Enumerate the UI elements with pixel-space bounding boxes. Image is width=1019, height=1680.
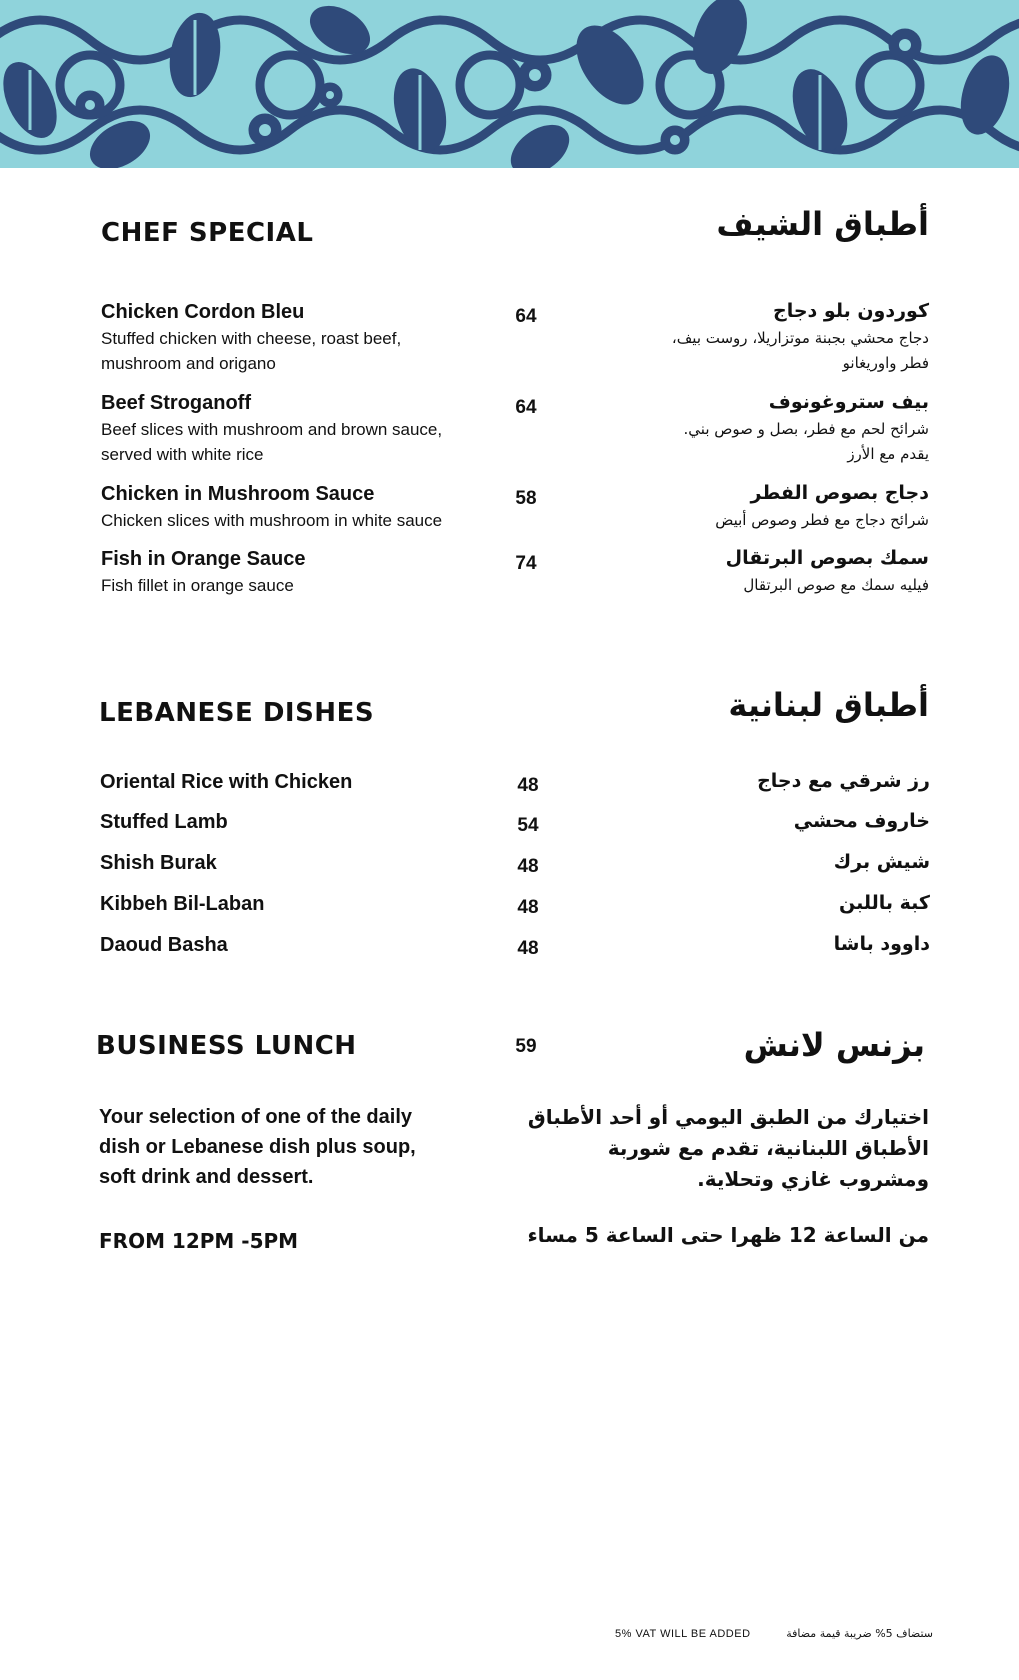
business-lunch-hours: FROM 12PM -5PM bbox=[99, 1229, 299, 1253]
menu-item-price: 64 bbox=[515, 306, 537, 327]
menu-item-name-ar: بيف ستروغونوف bbox=[768, 391, 929, 413]
menu-item-price: 64 bbox=[515, 397, 537, 418]
menu-item-name: Oriental Rice with Chicken bbox=[100, 771, 353, 793]
description-line: يقدم مع الأرز bbox=[847, 445, 929, 463]
description-line: soft drink and dessert. bbox=[99, 1166, 314, 1188]
description-line: Your selection of one of the daily bbox=[99, 1106, 412, 1128]
business-lunch-hours-ar: من الساعة 12 ظهرا حتى الساعة 5 مساء bbox=[527, 1223, 929, 1247]
menu-item-name-ar: خاروف محشي bbox=[793, 810, 930, 832]
menu-item-price: 48 bbox=[517, 775, 539, 796]
menu-item-description: Chicken slices with mushroom in white sauce bbox=[101, 511, 443, 530]
vat-notice-ar: ستضاف 5% ضريبة قيمة مضافة bbox=[786, 1627, 933, 1640]
menu-item-price: 54 bbox=[517, 815, 539, 836]
decorative-pattern-banner bbox=[0, 0, 1019, 168]
menu-item-name-ar: كوردون بلو دجاج bbox=[773, 300, 929, 322]
menu-item-price: 48 bbox=[517, 856, 539, 877]
menu-item-price: 48 bbox=[517, 897, 539, 918]
chef-special-title: CHEF SPECIAL bbox=[101, 218, 314, 248]
menu-item-name-ar: سمك بصوص البرتقال bbox=[725, 547, 929, 569]
description-line: Beef slices with mushroom and brown sauce, bbox=[101, 420, 443, 439]
menu-item-name: Kibbeh Bil-Laban bbox=[100, 893, 265, 915]
description-line: فطر واوريغانو bbox=[842, 354, 929, 372]
menu-item-price: 74 bbox=[515, 553, 537, 574]
menu-item-name: Beef Stroganoff bbox=[101, 392, 251, 414]
description-line: اختيارك من الطبق اليومي أو أحد الأطباق bbox=[527, 1105, 929, 1129]
chef-special-title-ar: أطباق الشيف bbox=[716, 205, 929, 243]
lebanese-dishes-title: LEBANESE DISHES bbox=[99, 698, 375, 728]
menu-item-name-ar: دجاج بصوص الفطر bbox=[750, 482, 929, 504]
description-line: Stuffed chicken with cheese, roast beef, bbox=[101, 329, 402, 348]
menu-item-name: Shish Burak bbox=[100, 852, 217, 874]
description-line: شرائح لحم مع فطر، بصل و صوص بني. bbox=[683, 420, 929, 438]
menu-item-description-ar: فيليه سمك مع صوص البرتقال bbox=[743, 576, 929, 594]
business-lunch-price: 59 bbox=[515, 1036, 537, 1057]
lebanese-dishes-title-ar: أطباق لبنانية bbox=[728, 686, 929, 724]
business-lunch-title: BUSINESS LUNCH bbox=[96, 1031, 357, 1061]
description-line: ومشروب غازي وتحلاية. bbox=[697, 1167, 929, 1191]
menu-item-description bbox=[101, 326, 401, 376]
business-lunch-description-ar bbox=[509, 1102, 929, 1195]
menu-item-description-ar bbox=[509, 326, 929, 376]
description-line: mushroom and origano bbox=[101, 354, 276, 373]
description-line: served with white rice bbox=[101, 445, 264, 464]
menu-item-name: Chicken Cordon Bleu bbox=[101, 301, 305, 323]
business-lunch-description bbox=[99, 1102, 416, 1192]
menu-item-description: Fish fillet in orange sauce bbox=[101, 576, 294, 595]
menu-item-name: Daoud Basha bbox=[100, 934, 228, 956]
description-line: الأطباق اللبنانية، تقدم مع شوربة bbox=[607, 1136, 929, 1160]
floral-pattern-graphic bbox=[0, 0, 1019, 168]
menu-item-name: Stuffed Lamb bbox=[100, 811, 228, 833]
menu-item-price: 58 bbox=[515, 488, 537, 509]
menu-item-description-ar: شرائح دجاج مع فطر وصوص أبيض bbox=[715, 511, 929, 529]
menu-item-name: Fish in Orange Sauce bbox=[101, 548, 306, 570]
menu-item-price: 48 bbox=[517, 938, 539, 959]
menu-item-name-ar: داوود باشا bbox=[833, 933, 930, 955]
business-lunch-title-ar: بزنس لانش bbox=[743, 1026, 925, 1064]
menu-item-description-ar bbox=[509, 417, 929, 467]
menu-item-description bbox=[101, 417, 442, 467]
menu-item-name-ar: كبة باللبن bbox=[839, 892, 930, 914]
menu-item-name-ar: شيش برك bbox=[833, 851, 930, 873]
menu-item-name-ar: رز شرقي مع دجاج bbox=[757, 770, 930, 792]
menu-item-name: Chicken in Mushroom Sauce bbox=[101, 483, 375, 505]
description-line: دجاج محشي بجبنة موتزاريلا، روست بيف، bbox=[671, 329, 929, 347]
description-line: dish or Lebanese dish plus soup, bbox=[99, 1136, 416, 1158]
vat-notice: 5% VAT WILL BE ADDED bbox=[615, 1628, 751, 1640]
